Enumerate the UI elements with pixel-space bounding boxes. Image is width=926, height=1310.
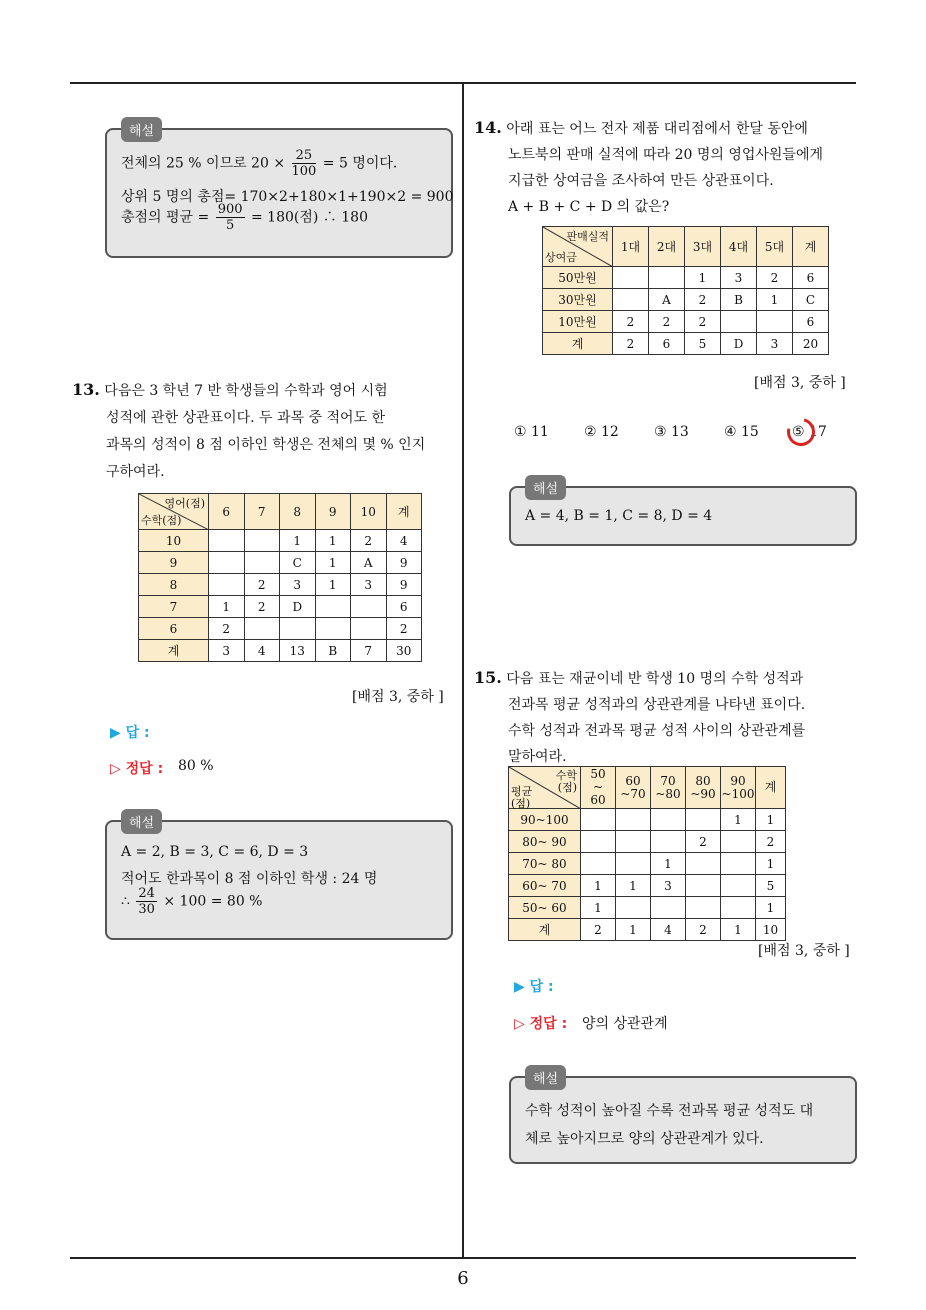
table-row [139,640,422,662]
column-header-text: ~90 [690,786,716,801]
table-cell: 3 [351,574,387,596]
table-cell: 1 [315,552,351,574]
score-meta: [배점 3, 중하 ] [352,689,444,705]
row-header: 90~100 [509,809,581,831]
corner-bottom-label: 상여금 [545,251,577,264]
table-cell: 10 [756,919,786,941]
table-cell [721,853,756,875]
table-cell [616,809,651,831]
question-13-line: 13. 다음은 3 학년 7 반 학생들의 수학과 영어 시험 [72,380,388,399]
table-cell: 1 [756,809,786,831]
explanation-box-2 [105,816,453,940]
table-cell: 1 [581,875,616,897]
table-cell: 2 [581,919,616,941]
table-row [509,875,786,897]
explanation-line: A = 2, B = 3, C = 6, D = 3 [121,844,309,860]
column-header-text: ~ [592,780,604,794]
table-row [139,552,422,574]
table-cell: 30 [386,640,422,662]
score-meta: [배점 3, 중하 ] [754,375,846,391]
explanation-line: 수학 성적이 높아질 수록 전과목 평균 성적도 대 [525,1103,814,1119]
table-cell: 1 [209,596,245,618]
table-row [543,333,829,355]
table-cell [721,875,756,897]
table-cell [616,853,651,875]
table-cell: 1 [721,809,756,831]
table-cell: 2 [685,311,721,333]
solution-label: ▷ 정답 : [110,761,164,777]
row-header: 70~ 80 [509,853,581,875]
row-header: 60~ 70 [509,875,581,897]
question-15-line: 전과목 평균 성적과의 상관관계를 나타낸 표이다. [508,697,806,713]
question-15-line: 15. 다음 표는 재균이네 반 학생 10 명의 수학 성적과 [474,668,804,687]
table-cell [244,618,280,640]
table-row [139,574,422,596]
table-cell: 2 [686,831,721,853]
question-number: 14. [474,118,502,137]
column-header-text: 90 [730,773,746,788]
row-header: 10 [139,530,209,552]
column-header [616,767,651,809]
table-cell [651,809,686,831]
corner-top-label: 수학 [555,769,577,782]
table-cell: 4 [244,640,280,662]
table-cell: 1 [616,875,651,897]
answer-label: ▶ 답 : [110,725,150,741]
column-header-text: 60 [625,773,641,788]
corner-bottom-label: (점) [511,797,531,810]
column-header: 10 [351,494,387,530]
solution-label: ▷ 정답 : [514,1016,568,1032]
column-header-text: ~100 [721,786,755,801]
table-row [543,311,829,333]
corner-top-label: (점) [557,781,577,794]
table-cell [686,853,721,875]
table-cell [244,530,280,552]
corner-top-label: 영어(점) [164,497,205,510]
table-cell: C [793,289,829,311]
table-cell: B [315,640,351,662]
row-header: 계 [509,919,581,941]
explanation-line: ∴ $\frac{24}{30}$ × 100 = 80 % [121,886,263,917]
column-header: 2대 [649,227,685,267]
table-cell: 3 [280,574,316,596]
table-cell: 2 [244,574,280,596]
explanation-box-4 [509,1072,857,1164]
score-meta: [배점 3, 중하 ] [758,943,850,959]
column-header: 5대 [757,227,793,267]
explanation-line: 적어도 한과목이 8 점 이하인 학생 : 24 명 [121,871,378,887]
column-header: 4대 [721,227,757,267]
table-cell: 1 [756,897,786,919]
table-cell [581,853,616,875]
table-cell [280,618,316,640]
column-header-text: 70 [660,773,676,788]
table-cell: 2 [209,618,245,640]
table-cell [649,267,685,289]
header-row [509,767,786,809]
table-cell [686,875,721,897]
explanation-tag: 해설 [121,117,162,142]
question-14-line: 지급한 상여금을 조사하여 만든 상관표이다. [508,173,774,189]
table-cell: 2 [386,618,422,640]
table-cell [351,596,387,618]
table-row [543,289,829,311]
table-cell: 6 [386,596,422,618]
choice-4[interactable]: ④ 15 [724,424,759,440]
choice-2[interactable]: ② 12 [584,424,619,440]
explanation-line: A = 4, B = 1, C = 8, D = 4 [525,508,713,524]
table-cell: 3 [651,875,686,897]
question-14-line: 노트북의 판매 실적에 따라 20 명의 영업사원들에게 [508,147,823,163]
column-header-text: ~70 [620,786,646,801]
table-cell: 2 [244,596,280,618]
table-cell: 1 [616,919,651,941]
column-header-text: ~80 [655,786,681,801]
table-cell: 1 [581,897,616,919]
question-14-line: A + B + C + D 의 값은? [508,199,670,215]
table-cell: 6 [793,311,829,333]
table-cell: 9 [386,574,422,596]
explanation-tag: 해설 [525,475,566,500]
correlation-table-14 [542,226,829,355]
question-number: 15. [474,668,502,687]
table-cell: 2 [649,311,685,333]
column-header: 9 [315,494,351,530]
column-header: 3대 [685,227,721,267]
table-row [139,618,422,640]
column-header: 계 [793,227,829,267]
row-header: 6 [139,618,209,640]
row-header: 50만원 [543,267,613,289]
header-row [139,494,422,530]
corner-bottom-label: 평균 [511,785,533,798]
answer-label: ▶ 답 : [514,979,554,995]
row-header: 8 [139,574,209,596]
column-header-text: 80 [695,773,711,788]
table-row [139,596,422,618]
question-15-line: 수학 성적과 전과목 평균 성적 사이의 상관관계를 [508,723,806,739]
table-cell: 1 [685,267,721,289]
answer-circle-mark [782,413,820,451]
column-header-text: 60 [590,793,606,807]
row-header: 9 [139,552,209,574]
table-cell [686,809,721,831]
table-cell: 1 [315,530,351,552]
table-cell [651,831,686,853]
column-header: 계 [386,494,422,530]
table-cell: 1 [315,574,351,596]
row-header: 계 [139,640,209,662]
table-cell [209,574,245,596]
column-header [686,767,721,809]
table-row [139,530,422,552]
table-cell: A [351,552,387,574]
row-header: 50~ 60 [509,897,581,919]
table-cell: 1 [757,289,793,311]
table-cell [581,809,616,831]
table-cell: 13 [280,640,316,662]
question-13-line: 과목의 성적이 8 점 이하인 학생은 전체의 몇 % 인지 [106,437,426,453]
table-cell: 2 [613,311,649,333]
correlation-table-15 [508,766,786,941]
table-cell: D [721,333,757,355]
table-cell: 3 [721,267,757,289]
table-row [509,853,786,875]
table-row [509,897,786,919]
table-cell: 4 [386,530,422,552]
table-corner [139,494,209,530]
table-cell: 5 [685,333,721,355]
table-row [509,831,786,853]
table-cell [351,618,387,640]
row-header: 80~ 90 [509,831,581,853]
choice-3[interactable]: ③ 13 [654,424,689,440]
column-divider [462,84,464,1259]
corner-top-label: 판매실적 [566,230,609,243]
table-cell: 1 [280,530,316,552]
row-header: 7 [139,596,209,618]
choice-5[interactable]: ⑤ 17 [792,424,827,440]
table-cell: 4 [651,919,686,941]
column-header [651,767,686,809]
explanation-tag: 해설 [121,809,162,834]
table-cell [616,831,651,853]
explanation-box-1 [105,124,454,258]
table-corner [509,767,581,809]
table-cell [315,596,351,618]
table-cell: 6 [649,333,685,355]
table-row [509,919,786,941]
table-cell: 2 [686,919,721,941]
column-header [721,767,756,809]
table-cell: 1 [651,853,686,875]
column-header: 1대 [613,227,649,267]
table-cell: C [280,552,316,574]
page-number: 6 [457,1268,469,1289]
table-cell: 2 [756,831,786,853]
table-cell: 3 [209,640,245,662]
header-row [543,227,829,267]
table-row [509,809,786,831]
solution-value: 양의 상관관계 [582,1016,668,1032]
column-header: 6 [209,494,245,530]
table-cell [757,311,793,333]
table-cell [721,831,756,853]
table-cell: 1 [756,853,786,875]
table-cell [315,618,351,640]
question-15-line: 말하여라. [508,749,567,765]
explanation-line: 총점의 평균 = $\frac{900}{5}$ = 180(점) ∴ 180 [121,202,368,233]
table-cell [721,897,756,919]
table-cell: A [649,289,685,311]
explanation-line: 상위 5 명의 총점= 170×2+180×1+190×2 = 900 [121,189,454,205]
table-cell: 2 [351,530,387,552]
table-cell: 5 [756,875,786,897]
column-header-text: 계 [764,780,777,794]
question-14-line: 14. 아래 표는 어느 전자 제품 대리점에서 한달 동안에 [474,118,808,137]
column-header: 7 [244,494,280,530]
explanation-line: 체로 높아지므로 양의 상관관계가 있다. [525,1131,764,1147]
explanation-box-3 [509,482,857,546]
choice-1[interactable]: ① 11 [514,424,549,440]
table-cell: 2 [685,289,721,311]
column-header [756,767,786,809]
explanation-tag: 해설 [525,1065,566,1090]
corner-bottom-label: 수학(점) [141,514,182,527]
row-header: 10만원 [543,311,613,333]
column-header: 8 [280,494,316,530]
table-cell [616,897,651,919]
table-corner [543,227,613,267]
solution-value: 80 % [178,758,214,774]
column-header [581,767,616,809]
column-header-text: 50 [590,767,606,781]
table-cell [613,267,649,289]
table-cell: B [721,289,757,311]
table-cell: D [280,596,316,618]
table-cell [581,831,616,853]
explanation-line: 전체의 25 % 이므로 20 × $\frac{25}{100}$ = 5 명이다. [121,148,398,179]
row-header: 30만원 [543,289,613,311]
table-cell [244,552,280,574]
table-cell: 6 [793,267,829,289]
table-cell [686,897,721,919]
question-13-line: 성적에 관한 상관표이다. 두 과목 중 적어도 한 [106,410,386,426]
table-cell: 20 [793,333,829,355]
table-cell: 2 [757,267,793,289]
table-cell [209,552,245,574]
table-row [543,267,829,289]
row-header: 계 [543,333,613,355]
table-cell [209,530,245,552]
table-cell [651,897,686,919]
question-13-line: 구하여라. [106,464,165,480]
correlation-table-13 [138,493,422,662]
table-cell: 3 [757,333,793,355]
table-cell: 2 [613,333,649,355]
table-cell: 9 [386,552,422,574]
table-cell: 1 [721,919,756,941]
table-cell: 7 [351,640,387,662]
table-cell [721,311,757,333]
table-cell [613,289,649,311]
question-number: 13. [72,380,100,399]
